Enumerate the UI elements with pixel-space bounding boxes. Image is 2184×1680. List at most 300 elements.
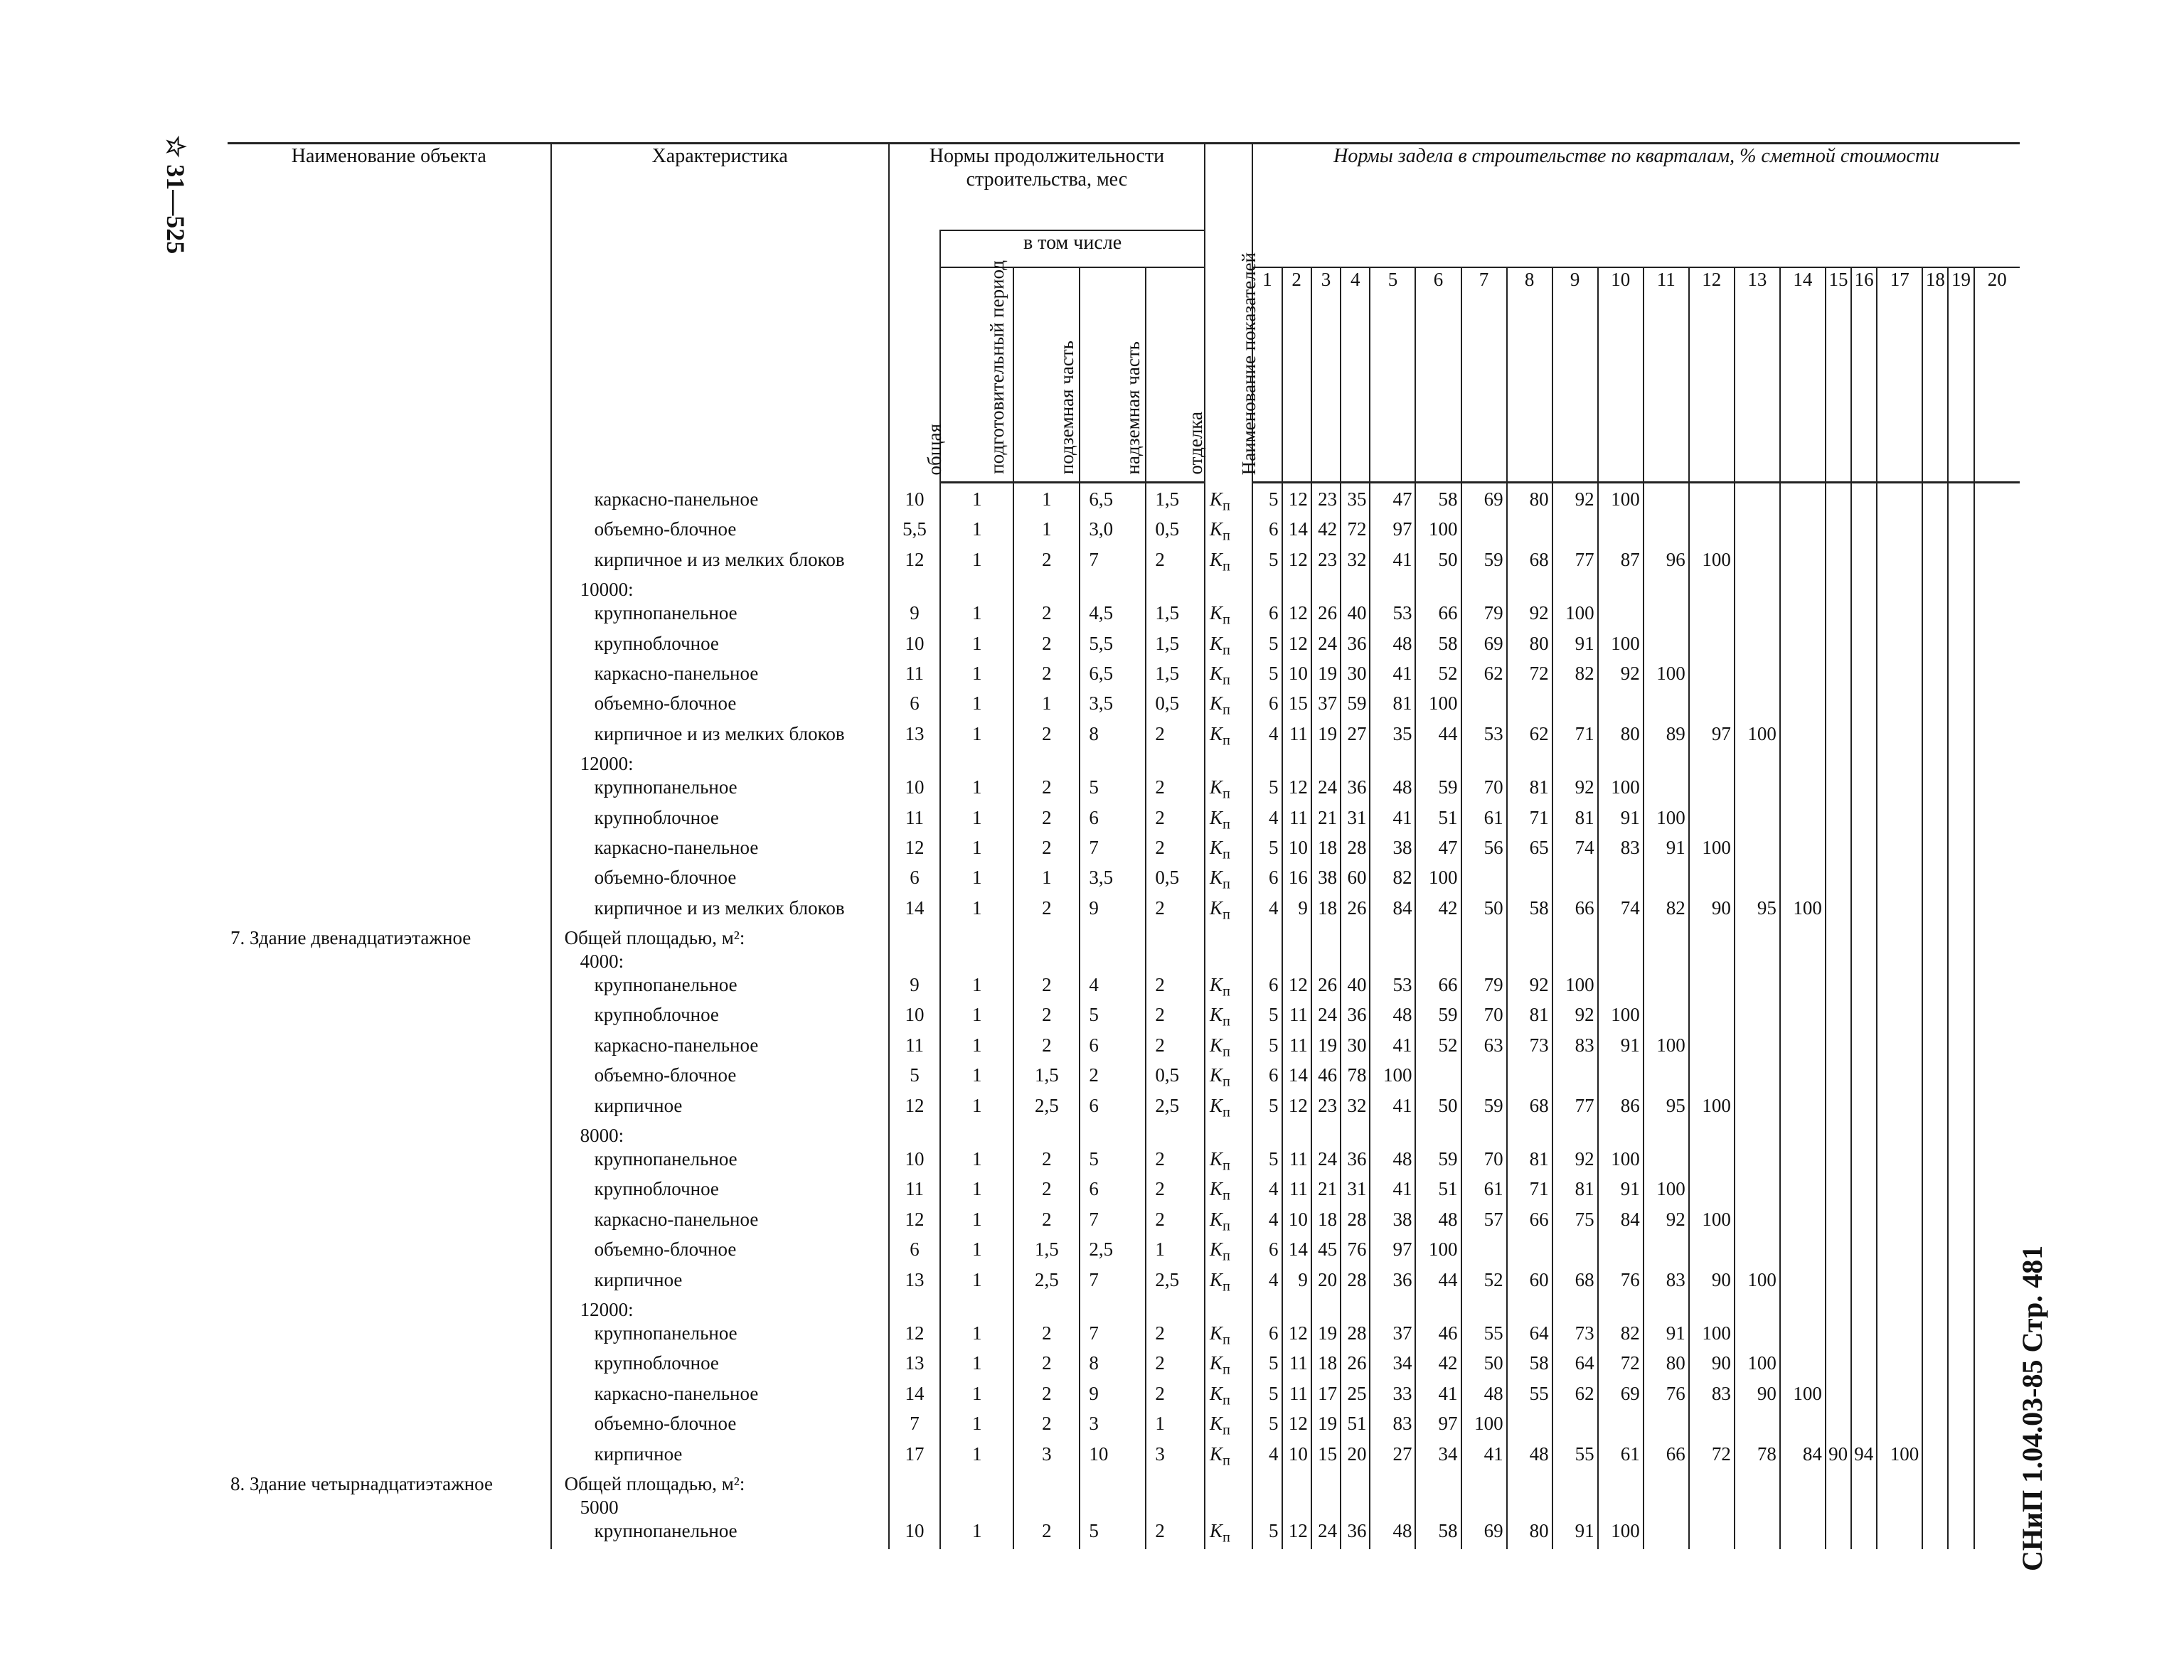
quarter-value-cell — [1780, 926, 1826, 950]
quarter-value-cell — [1341, 1124, 1370, 1147]
quarter-value-cell: 83 — [1552, 1034, 1598, 1064]
quarter-value-cell — [1689, 662, 1735, 692]
object-name-cell — [228, 1298, 551, 1322]
quarter-value-cell — [1780, 1124, 1826, 1147]
spacer-cell — [889, 483, 940, 488]
quarter-value-cell: 6 — [1252, 1064, 1282, 1093]
table-row — [228, 1147, 2020, 1177]
quarter-value-cell: 55 — [1461, 1322, 1507, 1352]
duration-finishing-cell: 3 — [1146, 1443, 1205, 1472]
quarter-value-cell: 91 — [1552, 632, 1598, 662]
quarter-value-cell — [1826, 1034, 1851, 1064]
duration-total-cell: 14 — [889, 897, 940, 926]
duration-finishing-cell: 2 — [1146, 1003, 1205, 1033]
quarter-value-cell: 18 — [1311, 836, 1341, 866]
quarter-value-cell: 35 — [1370, 722, 1415, 752]
duration-finishing-cell: 2 — [1146, 1322, 1205, 1352]
quarter-value-cell — [1461, 1238, 1507, 1268]
duration-prep-cell: 1 — [940, 1177, 1013, 1207]
quarter-value-cell — [1974, 722, 2020, 752]
quarter-header: 10 — [1598, 267, 1644, 483]
quarter-value-cell: 26 — [1311, 973, 1341, 1003]
characteristic-cell: объемно-блочное — [551, 1064, 889, 1093]
characteristic-cell: 8000: — [551, 1124, 889, 1147]
characteristic-cell: Общей площадью, м²: — [551, 926, 889, 950]
quarter-value-cell — [1598, 1412, 1644, 1442]
quarter-value-cell — [1948, 1443, 1973, 1472]
quarter-value-cell: 100 — [1415, 1238, 1461, 1268]
duration-prep-cell: 1 — [940, 1034, 1013, 1064]
quarter-value-cell — [1689, 518, 1735, 547]
quarter-value-cell — [1552, 752, 1598, 776]
quarter-value-cell: 12 — [1282, 632, 1311, 662]
quarter-value-cell — [1689, 1147, 1735, 1177]
duration-underground-cell — [1013, 578, 1080, 601]
quarter-value-cell — [1974, 1064, 2020, 1093]
quarter-value-cell — [1311, 1124, 1341, 1147]
quarter-value-cell: 5 — [1252, 632, 1282, 662]
object-name-cell — [228, 518, 551, 547]
quarter-value-cell — [1974, 926, 2020, 950]
quarter-value-cell — [1877, 973, 1922, 1003]
table-row — [228, 1268, 2020, 1298]
quarter-value-cell: 42 — [1415, 897, 1461, 926]
quarter-value-cell — [1415, 1472, 1461, 1496]
quarter-value-cell — [1877, 548, 1922, 578]
quarter-value-cell: 12 — [1282, 776, 1311, 806]
quarter-value-cell — [1282, 1124, 1311, 1147]
quarter-value-cell: 84 — [1598, 1208, 1644, 1238]
duration-prep-cell: 1 — [940, 973, 1013, 1003]
quarter-value-cell: 46 — [1311, 1064, 1341, 1093]
quarter-value-cell: 5 — [1252, 1352, 1282, 1381]
quarter-value-cell — [1552, 926, 1598, 950]
quarter-value-cell: 65 — [1507, 836, 1552, 866]
duration-total-cell: 13 — [889, 1268, 940, 1298]
quarter-value-cell — [1948, 1519, 1973, 1549]
duration-underground-cell — [1013, 926, 1080, 950]
quarter-value-cell — [1974, 1352, 2020, 1381]
quarter-value-cell — [1877, 1496, 1922, 1519]
quarter-value-cell — [1826, 1352, 1851, 1381]
header-total-text: общая — [923, 424, 945, 476]
duration-finishing-cell: 0,5 — [1146, 692, 1205, 722]
quarter-value-cell — [1826, 1382, 1851, 1412]
quarter-value-cell — [1922, 1496, 1948, 1519]
quarter-value-cell — [1851, 548, 1877, 578]
quarter-value-cell — [1370, 950, 1415, 973]
duration-finishing-cell: 2 — [1146, 1352, 1205, 1381]
quarter-value-cell: 36 — [1341, 1147, 1370, 1177]
quarter-value-cell: 26 — [1341, 1352, 1370, 1381]
quarter-value-cell: 71 — [1552, 722, 1598, 752]
quarter-value-cell — [1851, 897, 1877, 926]
quarter-value-cell: 34 — [1370, 1352, 1415, 1381]
quarter-value-cell — [1877, 776, 1922, 806]
duration-prep-cell: 1 — [940, 1208, 1013, 1238]
duration-aboveground-cell: 8 — [1080, 722, 1146, 752]
quarter-value-cell — [1851, 632, 1877, 662]
quarter-value-cell: 81 — [1552, 806, 1598, 836]
characteristic-cell: объемно-блочное — [551, 866, 889, 896]
quarter-value-cell: 6 — [1252, 1238, 1282, 1268]
quarter-value-cell: 44 — [1415, 722, 1461, 752]
quarter-value-cell — [1974, 806, 2020, 836]
duration-prep-cell: 1 — [940, 1412, 1013, 1442]
quarter-value-cell — [1735, 578, 1780, 601]
duration-underground-cell: 2 — [1013, 897, 1080, 926]
indicator-cell — [1205, 1003, 1252, 1033]
spacer-cell — [1948, 483, 1973, 488]
quarter-value-cell: 4 — [1252, 897, 1282, 926]
quarter-value-cell — [1922, 1382, 1948, 1412]
quarter-header: 14 — [1780, 267, 1826, 483]
quarter-value-cell: 86 — [1598, 1094, 1644, 1124]
quarter-value-cell — [1948, 578, 1973, 601]
indicator-cell — [1205, 692, 1252, 722]
quarter-value-cell: 92 — [1507, 973, 1552, 1003]
quarter-value-cell: 69 — [1461, 488, 1507, 518]
quarter-value-cell — [1552, 1412, 1598, 1442]
quarter-value-cell — [1689, 1003, 1735, 1033]
quarter-value-cell — [1689, 1064, 1735, 1093]
quarter-value-cell: 55 — [1552, 1443, 1598, 1472]
quarter-value-cell: 57 — [1461, 1208, 1507, 1238]
quarter-value-cell: 28 — [1341, 1322, 1370, 1352]
quarter-value-cell — [1735, 1147, 1780, 1177]
quarter-value-cell — [1735, 1238, 1780, 1268]
quarter-value-cell: 78 — [1735, 1443, 1780, 1472]
quarter-value-cell: 12 — [1282, 1094, 1311, 1124]
quarter-value-cell — [1974, 1496, 2020, 1519]
quarter-value-cell: 62 — [1507, 722, 1552, 752]
quarter-value-cell — [1644, 926, 1689, 950]
quarter-value-cell: 94 — [1851, 1443, 1877, 1472]
quarter-value-cell — [1922, 806, 1948, 836]
duration-underground-cell: 1 — [1013, 692, 1080, 722]
quarter-value-cell — [1598, 1496, 1644, 1519]
quarter-value-cell — [1415, 950, 1461, 973]
quarter-value-cell: 16 — [1282, 866, 1311, 896]
object-name-cell — [228, 488, 551, 518]
object-name-cell — [228, 806, 551, 836]
quarter-value-cell: 61 — [1461, 1177, 1507, 1207]
quarter-value-cell: 4 — [1252, 806, 1282, 836]
quarter-value-cell: 84 — [1370, 897, 1415, 926]
quarter-value-cell: 51 — [1341, 1412, 1370, 1442]
quarter-value-cell — [1922, 1238, 1948, 1268]
duration-aboveground-cell: 7 — [1080, 1322, 1146, 1352]
quarter-value-cell: 97 — [1689, 722, 1735, 752]
table-row — [228, 836, 2020, 866]
quarter-value-cell: 14 — [1282, 518, 1311, 547]
duration-prep-cell: 1 — [940, 601, 1013, 631]
quarter-value-cell: 23 — [1311, 548, 1341, 578]
characteristic-cell: крупноблочное — [551, 632, 889, 662]
object-name-cell — [228, 897, 551, 926]
quarter-value-cell — [1507, 578, 1552, 601]
indicator-cell — [1205, 1496, 1252, 1519]
quarter-header: 1 — [1252, 267, 1282, 483]
indicator-symbol: K — [1210, 806, 1223, 828]
quarter-value-cell — [1735, 1064, 1780, 1093]
duration-underground-cell: 1,5 — [1013, 1238, 1080, 1268]
quarter-value-cell: 36 — [1341, 1519, 1370, 1549]
duration-finishing-cell: 1 — [1146, 1412, 1205, 1442]
quarter-value-cell — [1877, 578, 1922, 601]
quarter-value-cell: 77 — [1552, 1094, 1598, 1124]
quarter-value-cell — [1370, 578, 1415, 601]
table-row — [228, 1352, 2020, 1381]
spacer-cell — [1461, 483, 1507, 488]
table-row — [228, 1177, 2020, 1207]
quarter-value-cell — [1948, 1298, 1973, 1322]
quarter-value-cell — [1780, 632, 1826, 662]
indicator-cell — [1205, 1472, 1252, 1496]
quarter-value-cell: 41 — [1461, 1443, 1507, 1472]
characteristic-cell: крупноблочное — [551, 1003, 889, 1033]
duration-prep-cell — [940, 752, 1013, 776]
quarter-value-cell: 91 — [1552, 1519, 1598, 1549]
norms-table — [228, 142, 2020, 1549]
quarter-value-cell: 5 — [1252, 1382, 1282, 1412]
quarter-value-cell: 77 — [1552, 548, 1598, 578]
duration-finishing-cell: 2 — [1146, 1147, 1205, 1177]
quarter-value-cell — [1922, 836, 1948, 866]
margin-left-code — [155, 135, 198, 306]
duration-aboveground-cell: 2 — [1080, 1064, 1146, 1093]
spacer-cell — [228, 483, 551, 488]
quarter-value-cell: 100 — [1461, 1412, 1507, 1442]
quarter-value-cell — [1780, 1268, 1826, 1298]
quarter-value-cell: 76 — [1341, 1238, 1370, 1268]
quarter-value-cell — [1507, 1496, 1552, 1519]
quarter-value-cell: 12 — [1282, 1519, 1311, 1549]
duration-prep-cell: 1 — [940, 722, 1013, 752]
quarter-header: 13 — [1735, 267, 1780, 483]
quarter-value-cell — [1735, 1496, 1780, 1519]
quarter-header: 11 — [1644, 267, 1689, 483]
quarter-value-cell: 4 — [1252, 722, 1282, 752]
object-name-cell — [228, 1412, 551, 1442]
quarter-value-cell — [1735, 548, 1780, 578]
quarter-value-cell — [1974, 518, 2020, 547]
characteristic-cell: кирпичное — [551, 1094, 889, 1124]
quarter-value-cell — [1974, 950, 2020, 973]
quarter-value-cell — [1922, 1124, 1948, 1147]
quarter-value-cell: 5 — [1252, 1003, 1282, 1033]
quarter-value-cell — [1974, 1034, 2020, 1064]
quarter-value-cell: 4 — [1252, 1208, 1282, 1238]
table-row — [228, 1519, 2020, 1549]
quarter-value-cell — [1780, 578, 1826, 601]
quarter-value-cell: 37 — [1370, 1322, 1415, 1352]
quarter-value-cell — [1851, 662, 1877, 692]
quarter-value-cell — [1826, 1496, 1851, 1519]
quarter-value-cell: 100 — [1689, 1322, 1735, 1352]
indicator-subscript: п — [1222, 786, 1230, 802]
duration-underground-cell: 2 — [1013, 776, 1080, 806]
indicator-symbol: K — [1210, 1382, 1223, 1404]
quarter-value-cell — [1851, 1382, 1877, 1412]
quarter-value-cell — [1922, 662, 1948, 692]
quarter-value-cell: 69 — [1461, 632, 1507, 662]
quarter-value-cell — [1252, 926, 1282, 950]
quarter-value-cell: 59 — [1461, 1094, 1507, 1124]
quarter-value-cell: 59 — [1461, 548, 1507, 578]
quarter-value-cell — [1922, 897, 1948, 926]
quarter-value-cell: 91 — [1598, 1177, 1644, 1207]
quarter-value-cell — [1598, 926, 1644, 950]
object-name-cell — [228, 578, 551, 601]
characteristic-cell: 12000: — [551, 1298, 889, 1322]
quarter-value-cell — [1948, 518, 1973, 547]
quarter-value-cell — [1826, 752, 1851, 776]
quarter-value-cell — [1922, 488, 1948, 518]
quarter-value-cell: 48 — [1415, 1208, 1461, 1238]
duration-underground-cell: 2 — [1013, 1352, 1080, 1381]
indicator-cell — [1205, 601, 1252, 631]
quarter-value-cell — [1689, 776, 1735, 806]
quarter-value-cell — [1735, 973, 1780, 1003]
table-row — [228, 1208, 2020, 1238]
duration-finishing-cell: 1,5 — [1146, 662, 1205, 692]
duration-prep-cell: 1 — [940, 1238, 1013, 1268]
quarter-value-cell — [1974, 632, 2020, 662]
quarter-value-cell — [1974, 548, 2020, 578]
quarter-value-cell — [1948, 897, 1973, 926]
object-name-cell — [228, 722, 551, 752]
quarter-value-cell — [1689, 1472, 1735, 1496]
quarter-value-cell — [1851, 1064, 1877, 1093]
quarter-value-cell: 53 — [1461, 722, 1507, 752]
quarter-value-cell: 92 — [1644, 1208, 1689, 1238]
quarter-value-cell — [1735, 752, 1780, 776]
quarter-value-cell — [1415, 1124, 1461, 1147]
quarter-value-cell — [1507, 950, 1552, 973]
indicator-cell — [1205, 836, 1252, 866]
quarter-header: 4 — [1341, 267, 1370, 483]
characteristic-cell: объемно-блочное — [551, 692, 889, 722]
quarter-value-cell — [1851, 1147, 1877, 1177]
quarter-value-cell — [1507, 518, 1552, 547]
quarter-value-cell — [1644, 1147, 1689, 1177]
quarter-value-cell: 23 — [1311, 1094, 1341, 1124]
indicator-cell — [1205, 518, 1252, 547]
quarter-value-cell — [1252, 752, 1282, 776]
quarter-value-cell — [1780, 1298, 1826, 1322]
quarter-value-cell: 38 — [1370, 1208, 1415, 1238]
duration-finishing-cell: 2 — [1146, 1177, 1205, 1207]
quarter-value-cell: 91 — [1598, 1034, 1644, 1064]
quarter-value-cell — [1974, 1268, 2020, 1298]
quarter-value-cell — [1826, 1472, 1851, 1496]
quarter-value-cell — [1974, 776, 2020, 806]
quarter-value-cell — [1851, 1177, 1877, 1207]
spacer-cell — [1415, 483, 1461, 488]
quarter-value-cell — [1415, 1064, 1461, 1093]
indicator-symbol: K — [1210, 1064, 1223, 1086]
quarter-value-cell — [1735, 1124, 1780, 1147]
quarter-value-cell: 12 — [1282, 1412, 1311, 1442]
quarter-value-cell — [1877, 1238, 1922, 1268]
quarter-value-cell — [1598, 692, 1644, 722]
quarter-value-cell: 60 — [1341, 866, 1370, 896]
indicator-symbol: K — [1210, 867, 1223, 889]
quarter-value-cell — [1780, 722, 1826, 752]
quarter-value-cell — [1735, 866, 1780, 896]
duration-finishing-cell — [1146, 926, 1205, 950]
quarter-value-cell — [1644, 1412, 1689, 1442]
quarter-value-cell: 5 — [1252, 776, 1282, 806]
quarter-header: 7 — [1461, 267, 1507, 483]
duration-prep-cell — [940, 926, 1013, 950]
quarter-value-cell — [1341, 752, 1370, 776]
quarter-value-cell — [1598, 601, 1644, 631]
quarter-value-cell: 6 — [1252, 866, 1282, 896]
quarter-value-cell — [1370, 1124, 1415, 1147]
quarter-value-cell — [1826, 1322, 1851, 1352]
characteristic-cell: 12000: — [551, 752, 889, 776]
duration-underground-cell: 2 — [1013, 1034, 1080, 1064]
spacer-cell — [1205, 483, 1252, 488]
quarter-value-cell — [1877, 1208, 1922, 1238]
quarter-value-cell — [1552, 1472, 1598, 1496]
quarter-value-cell: 72 — [1341, 518, 1370, 547]
indicator-subscript: п — [1222, 641, 1230, 658]
quarter-value-cell: 25 — [1341, 1382, 1370, 1412]
quarter-value-cell — [1780, 776, 1826, 806]
quarter-value-cell — [1311, 752, 1341, 776]
quarter-value-cell — [1851, 1003, 1877, 1033]
indicator-cell — [1205, 950, 1252, 973]
quarter-value-cell — [1922, 866, 1948, 896]
quarter-value-cell: 11 — [1282, 1034, 1311, 1064]
duration-total-cell: 10 — [889, 1519, 940, 1549]
quarter-value-cell: 20 — [1311, 1268, 1341, 1298]
quarter-value-cell — [1780, 866, 1826, 896]
quarter-value-cell — [1826, 866, 1851, 896]
quarter-value-cell: 100 — [1689, 836, 1735, 866]
quarter-value-cell — [1877, 866, 1922, 896]
quarter-value-cell — [1552, 518, 1598, 547]
duration-total-cell: 11 — [889, 1034, 940, 1064]
spacer-cell — [1146, 483, 1205, 488]
duration-total-cell: 9 — [889, 973, 940, 1003]
indicator-subscript: п — [1222, 1248, 1230, 1264]
spacer-cell — [1826, 483, 1851, 488]
quarter-header: 3 — [1311, 267, 1341, 483]
duration-underground-cell: 1 — [1013, 518, 1080, 547]
quarter-value-cell — [1922, 1322, 1948, 1352]
indicator-subscript: п — [1222, 1013, 1230, 1029]
quarter-value-cell: 14 — [1282, 1238, 1311, 1268]
object-name-cell — [228, 950, 551, 973]
header-underground-text: подземная часть — [1055, 340, 1077, 474]
duration-total-cell: 12 — [889, 1208, 940, 1238]
quarter-value-cell — [1922, 1472, 1948, 1496]
duration-total-cell: 10 — [889, 632, 940, 662]
quarter-value-cell — [1851, 950, 1877, 973]
duration-aboveground-cell: 6,5 — [1080, 488, 1146, 518]
indicator-symbol: K — [1210, 632, 1223, 654]
quarter-value-cell: 62 — [1552, 1382, 1598, 1412]
quarter-value-cell — [1780, 1034, 1826, 1064]
quarter-value-cell: 40 — [1341, 973, 1370, 1003]
duration-total-cell: 5 — [889, 1064, 940, 1093]
quarter-value-cell — [1689, 488, 1735, 518]
spacer-cell — [1252, 483, 1282, 488]
